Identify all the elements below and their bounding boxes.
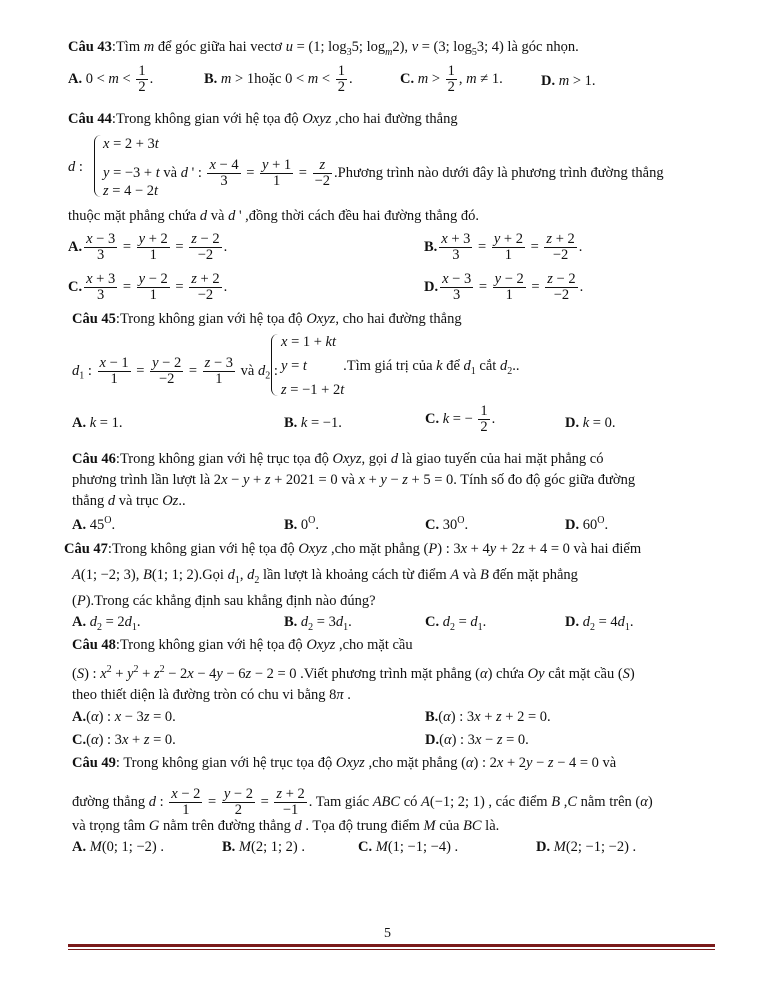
q49-line1: Câu 49: Trong không gian với hệ trục tọa độ Oxyz ,cho mặt phẳng (α) : 2x + 2y − z − 4 = 0 và xyxy=(72,755,617,771)
q48-label: Câu 48 xyxy=(72,637,116,653)
q44-option-d: D. $\frac{x - 3}{3}$ = $\frac{y - 2}{1}$ = $\frac{z - 2}{-2}$ . xyxy=(424,271,584,303)
q46-line2: phương trình lần lượt là 2x − y + z + 2021 = 0 và x + y − z + 5 = 0. Tính số đo độ góc giữa đường xyxy=(72,472,636,488)
q49-line3: và trọng tâm G nằm trên đường thẳng d . Tọa độ trung điểm M của BC là. xyxy=(72,818,500,834)
q47-line3: (P).Trong các khẳng định sau khẳng định nào đúng? xyxy=(72,593,376,609)
q45-sys-1: x = 1 + kt xyxy=(281,334,337,350)
q47-option-d: D. $d_2 = 4d_1$. xyxy=(565,614,634,633)
q48-option-c: C.(α) : 3x + z = 0. xyxy=(72,732,176,748)
page-number: 5 xyxy=(384,926,391,941)
q44-option-b: B. $\frac{x + 3}{3}$ = $\frac{y + 2}{1}$ = $\frac{z + 2}{-2}$ . xyxy=(424,231,583,263)
q45-stem: Câu 45:Trong không gian với hệ tọa độ Oxyz, cho hai đường thẳng xyxy=(72,311,462,327)
q49-line2: đường thẳng d : $\frac{x - 2}{1}$ = $\frac{y - 2}{2}$ = $\frac{z + 2}{-1}$ . Tam giác ABC có A(−1; 2; 1) , các điểm B ,C nằm trên (α) xyxy=(72,786,653,818)
q47-line1: Câu 47:Trong không gian với hệ tọa độ Oxyz ,cho mặt phẳng (P) : 3x + 4y + 2z + 4 = 0 và hai điểm xyxy=(64,541,642,557)
q45-system-brace xyxy=(271,334,278,396)
q48-option-a: A.(α) : x − 3z = 0. xyxy=(72,709,176,725)
footer-rule-top xyxy=(68,944,715,947)
q43-option-a: A. 0 < m < $\frac{1}{2}$ . xyxy=(68,63,154,95)
q45-d1: $d_1$ : $\frac{x - 1}{1}$ = $\frac{y - 2}{-2}$ = $\frac{z - 3}{1}$ và $d_2$ : xyxy=(72,355,278,387)
q45-option-d: D. k = 0. xyxy=(565,415,616,431)
q44-sys-1: x = 2 + 3t xyxy=(103,136,159,152)
q48-line3: theo thiết diện là đường tròn có chu vi bằng 8π . xyxy=(72,687,351,703)
q49-option-d: D. M(2; −1; −2) . xyxy=(536,839,637,855)
q44-label: Câu 44 xyxy=(68,111,112,127)
q45-sys-2: y = t .Tìm giá trị của k để $d_1$ cắt $d_2$.. xyxy=(281,358,520,377)
q44-stem: Câu 44:Trong không gian với hệ tọa độ Oxyz ,cho hai đường thẳng xyxy=(68,111,458,127)
q45-option-c: C. k = − $\frac{1}{2}$ . xyxy=(425,403,496,435)
q45-sys-3: z = −1 + 2t xyxy=(281,382,345,398)
q45-option-b: B. k = −1. xyxy=(284,415,342,431)
q46-line1: Câu 46:Trong không gian với hệ trục tọa độ Oxyz, gọi d là giao tuyến của hai mặt phẳng có xyxy=(72,451,604,467)
q49-option-c: C. M(1; −1; −4) . xyxy=(358,839,459,855)
q47-option-b: B. $d_2 = 3d_1$. xyxy=(284,614,352,633)
q47-option-c: C. $d_2 = d_1$. xyxy=(425,614,487,633)
q49-option-b: B. M(2; 1; 2) . xyxy=(222,839,305,855)
q44-d-label: d : xyxy=(68,159,83,175)
q45-option-a: A. k = 1. xyxy=(72,415,123,431)
q48-option-b: B.(α) : 3x + z + 2 = 0. xyxy=(425,709,551,725)
q47-line2: A(1; −2; 3), B(1; 1; 2).Gọi $d_1$, $d_2$ lần lượt là khoảng cách từ điểm A và B đến mặt phẳng xyxy=(72,567,578,586)
q43-option-c: C. m > $\frac{1}{2}$ , m ≠ 1. xyxy=(400,63,503,95)
q48-line2: (S) : $x^2 + y^2 + z^2 - 2x - 4y - 6z - 2 = 0$ .Viết phương trình mặt phẳng (α) chứa Oy cắt mặt cầu (S) xyxy=(72,664,635,682)
q44-tail: thuộc mặt phẳng chứa d và d ' ,đồng thời cách đều hai đường thẳng đó. xyxy=(68,208,479,224)
q49-label: Câu 49 xyxy=(72,755,116,771)
q48-option-d: D.(α) : 3x − z = 0. xyxy=(425,732,529,748)
q45-label: Câu 45 xyxy=(72,311,116,327)
q47-label: Câu 47 xyxy=(64,541,108,557)
footer-rule-bottom xyxy=(68,949,715,950)
q43-stem: Câu 43:Tìm m để góc giữa hai vectơ u = (1; $\log_35$; $\log_m2$), v = (3; $\log_53$; 4) là góc nhọn. xyxy=(68,39,579,58)
q43-option-d: D. m > 1. xyxy=(541,73,596,89)
q46-option-b: B. $0^O$. xyxy=(284,515,320,533)
q44-sys-2: y = −3 + t và d ' : $\frac{x - 4}{3}$ = $\frac{y + 1}{1}$ = $\frac{z}{-2}$ .Phương trình nào dưới đây là phương trình đường thẳng xyxy=(103,157,664,189)
q44-sys-3: z = 4 − 2t xyxy=(103,183,159,199)
q46-option-a: A. $45^O$. xyxy=(72,515,116,533)
q44-system-brace xyxy=(94,135,101,197)
q47-option-a: A. $d_2 = 2d_1$. xyxy=(72,614,141,633)
q46-line3: thẳng d và trục Oz.. xyxy=(72,493,186,509)
q48-line1: Câu 48:Trong không gian với hệ tọa độ Oxyz ,cho mặt cầu xyxy=(72,637,413,653)
q49-option-a: A. M(0; 1; −2) . xyxy=(72,839,164,855)
q44-option-c: C. $\frac{x + 3}{3}$ = $\frac{y - 2}{1}$ = $\frac{z + 2}{-2}$ . xyxy=(68,271,228,303)
q43-label: Câu 43 xyxy=(68,39,112,55)
q43-option-b: B. m > 1hoặc 0 < m < $\frac{1}{2}$ . xyxy=(204,63,353,95)
q46-option-c: C. $30^O$. xyxy=(425,515,469,533)
q46-label: Câu 46 xyxy=(72,451,116,467)
q46-option-d: D. $60^O$. xyxy=(565,515,609,533)
q44-option-a: A. $\frac{x - 3}{3}$ = $\frac{y + 2}{1}$ = $\frac{z - 2}{-2}$ . xyxy=(68,231,228,263)
